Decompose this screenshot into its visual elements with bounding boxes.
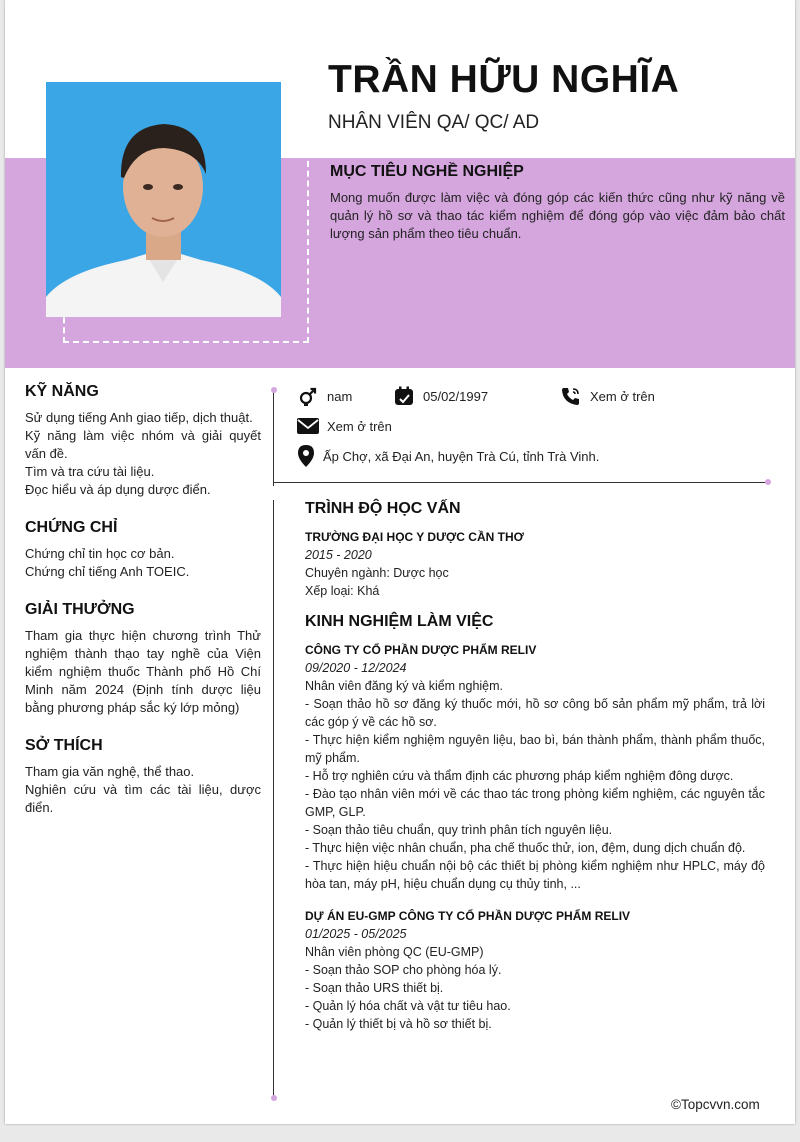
objective-text: Mong muốn được làm việc và đóng góp các kiến thức cũng như kỹ năng về quản lý hồ sơ và thao tác kiểm nghiệm để đóng góp vào việc đảm bảo chất lượng sản phẩm theo tiêu chuẩn. (330, 190, 785, 241)
education-school: TRƯỜNG ĐẠI HỌC Y DƯỢC CẦN THƠ (305, 530, 524, 544)
certificate-item: Chứng chỉ tiếng Anh TOEIC. (25, 564, 190, 579)
skill-item: Đọc hiểu và áp dụng dược điển. (25, 482, 211, 497)
skills-section (25, 383, 261, 499)
experience-job (305, 907, 765, 1033)
gender-value: nam (327, 388, 353, 404)
experience-title: KINH NGHIỆM LÀM VIỆC (305, 613, 494, 630)
experience-section (305, 613, 765, 1033)
job-line: - Thực hiện hiệu chuẩn nội bộ các thiết bị phòng kiểm nghiệm như HPLC, máy độ hòa tan, máy pH, hiệu chuẩn dụng cụ thủy tinh, ... (305, 859, 765, 891)
mail-icon (297, 415, 319, 437)
hobby-item: Nghiên cứu và tìm các tài liệu, dược điển. (25, 782, 261, 815)
job-line: - Soạn thảo SOP cho phòng hóa lý. (305, 963, 502, 977)
education-major: Chuyên ngành: Dược học (305, 566, 449, 580)
contact-birthday (393, 385, 488, 407)
skill-item: Sử dụng tiếng Anh giao tiếp, dịch thuật. (25, 410, 253, 425)
calendar-icon (393, 385, 415, 407)
hobbies-section (25, 737, 261, 817)
job-line: - Soạn thảo tiêu chuẩn, quy trình phân tích nguyên liệu. (305, 823, 613, 837)
hobby-item: Tham gia văn nghệ, thể thao. (25, 764, 195, 779)
job-period: 09/2020 - 12/2024 (305, 661, 407, 675)
awards-title: GIẢI THƯỞNG (25, 601, 135, 618)
skill-item: Kỹ năng làm việc nhóm và giải quyết vấn đề. (25, 428, 261, 461)
education-period: 2015 - 2020 (305, 548, 372, 562)
contact-gender (297, 385, 352, 407)
awards-text: Tham gia thực hiện chương trình Thử nghiệm thành thạo tay nghề của Viện kiểm nghiệm thuốc Thành phố Hồ Chí Minh năm 2024 (Định tính dược liệu bằng phương pháp sắc ký lớp mỏng) (25, 628, 261, 715)
job-line: - Thực hiện việc nhân chuẩn, pha chế thuốc thử, ion, đệm, dung dịch chuẩn độ. (305, 841, 746, 855)
location-icon (297, 445, 315, 467)
content-divider-vertical (273, 500, 274, 1098)
job-period: 01/2025 - 05/2025 (305, 927, 407, 941)
contact-phone (560, 385, 655, 407)
job-company: DỰ ÁN EU-GMP CÔNG TY CỔ PHẦN DƯỢC PHẨM RELIV (305, 909, 631, 923)
job-company: CÔNG TY CỔ PHẦN DƯỢC PHẨM RELIV (305, 643, 537, 657)
skills-title: KỸ NĂNG (25, 383, 99, 400)
job-line: - Soạn thảo URS thiết bị. (305, 981, 444, 995)
certificates-title: CHỨNG CHỈ (25, 519, 118, 536)
experience-job (305, 641, 765, 893)
job-line: - Hỗ trợ nghiên cứu và thẩm định các phương pháp kiểm nghiệm đông dược. (305, 769, 734, 783)
cv-page (5, 0, 795, 1124)
divider-dot (271, 387, 277, 393)
job-line: - Quản lý thiết bị và hồ sơ thiết bị. (305, 1017, 492, 1031)
education-title: TRÌNH ĐỘ HỌC VẤN (305, 500, 461, 517)
profile-photo (46, 82, 281, 317)
phone-value: Xem ở trên (590, 388, 655, 404)
hobbies-title: SỞ THÍCH (25, 737, 103, 754)
candidate-position: NHÂN VIÊN QA/ QC/ AD (328, 112, 540, 133)
contact-divider-horizontal (274, 482, 768, 483)
divider-dot (271, 1095, 277, 1101)
email-value: Xem ở trên (327, 418, 392, 434)
certificates-section (25, 519, 261, 581)
job-line: - Thực hiện kiểm nghiệm nguyên liệu, bao bì, bán thành phẩm, thành phẩm thuốc, mỹ phẩm. (305, 733, 765, 765)
contact-address (297, 445, 599, 467)
address-value: Ấp Chợ, xã Đại An, huyện Trà Cú, tỉnh Trà Vinh. (323, 448, 600, 464)
divider-dot (765, 479, 771, 485)
education-grade: Xếp loại: Khá (305, 584, 380, 598)
birthday-value: 05/02/1997 (423, 388, 489, 404)
skill-item: Tìm và tra cứu tài liệu. (25, 464, 155, 479)
awards-section (25, 601, 261, 717)
phone-icon (560, 385, 582, 407)
job-line: - Đào tạo nhân viên mới về các thao tác trong phòng kiểm nghiệm, các nguyên tắc GMP, GLP. (305, 787, 765, 819)
objective-title: MỤC TIÊU NGHỀ NGHIỆP (330, 163, 524, 180)
job-line: - Quản lý hóa chất và vật tư tiêu hao. (305, 999, 511, 1013)
job-line: Nhân viên đăng ký và kiểm nghiệm. (305, 679, 504, 693)
footer-brand: ©Topcvvn.com (671, 1097, 760, 1112)
job-line: - Soạn thảo hồ sơ đăng ký thuốc mới, hồ sơ công bố sản phẩm mỹ phẩm, trả lời các góp ý về các hồ sơ. (305, 697, 765, 729)
gender-icon (297, 385, 319, 407)
candidate-name: TRẦN HỮU NGHĨA (328, 58, 680, 101)
contact-divider-vertical (273, 390, 274, 486)
certificate-item: Chứng chỉ tin học cơ bản. (25, 546, 175, 561)
contact-email (297, 415, 392, 437)
education-section (305, 500, 765, 600)
job-line: Nhân viên phòng QC (EU-GMP) (305, 945, 484, 959)
